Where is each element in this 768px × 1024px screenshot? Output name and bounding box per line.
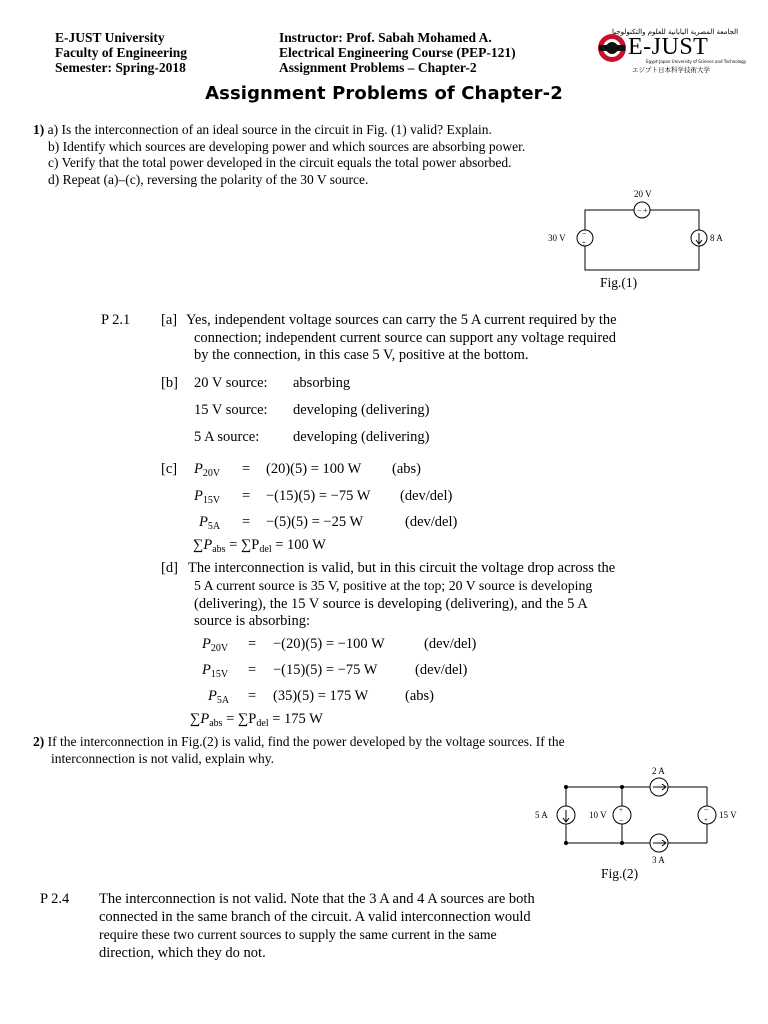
p24-label: P 2.4 xyxy=(40,891,70,907)
fig1-left-plus-icon: + xyxy=(582,239,586,247)
p21-d-tag: [d] xyxy=(161,560,178,576)
p21-c-note-1: (abs) xyxy=(392,461,421,477)
instructor: Instructor: Prof. Sabah Mohamed A. xyxy=(279,30,492,45)
p21-b-tag: [b] xyxy=(161,375,178,391)
question-1a: a) Is the interconnection of an ideal source in the circuit in Fig. (1) valid? Explain. xyxy=(47,122,492,137)
p21-d-expr-1: −(20)(5) = −100 W xyxy=(273,636,385,652)
p21-a-line-3: by the connection, in this case 5 V, positive at the bottom. xyxy=(194,347,529,363)
question-2 xyxy=(33,734,565,767)
p21-c-eq-3: = xyxy=(242,514,251,530)
figure-1-circuit xyxy=(540,185,740,275)
fig2-mid-minus-icon: − xyxy=(619,816,624,825)
p21-label: P 2.1 xyxy=(101,312,131,328)
p21-d-line-4: source is absorbing: xyxy=(194,613,310,629)
fig1-left-minus-icon: − xyxy=(582,229,587,238)
fig1-right-label: 8 A xyxy=(710,233,723,243)
fig2-right-plus-icon: + xyxy=(704,816,708,824)
ejust-logo xyxy=(594,28,747,78)
figure-2-circuit xyxy=(533,765,743,865)
p21-c-expr-1: (20)(5) = 100 W xyxy=(266,461,362,477)
course: Electrical Engineering Course (PEP-121) xyxy=(279,45,516,60)
fig1-left-label: 30 V xyxy=(548,233,566,243)
p21-d-expr-2: −(15)(5) = −75 W xyxy=(273,662,378,678)
p21-b-src-3: 5 A source: xyxy=(194,429,260,445)
fig1-top-label: 20 V xyxy=(634,189,652,199)
p21-c-row-2: $P_{15V}$ xyxy=(194,488,221,506)
p21-d-line-1: The interconnection is valid, but in this circuit the voltage drop across the xyxy=(188,560,616,576)
figure-2 xyxy=(533,765,743,885)
p21-d-line-2: 5 A current source is 35 V, positive at the top; 20 V source is developing xyxy=(194,578,593,593)
fig2-left-label: 5 A xyxy=(535,810,548,820)
p21-c-eq-1: = xyxy=(242,461,251,477)
question-2-line-2: interconnection is not valid, explain why. xyxy=(51,750,274,766)
fig1-plus-icon: + xyxy=(643,206,648,215)
figure-2-caption: Fig.(2) xyxy=(601,866,639,881)
fig2-top-label: 2 A xyxy=(652,766,665,776)
p21-d-row-3: $P_{5A}$ xyxy=(208,688,230,706)
figure-1 xyxy=(540,185,740,295)
p21-b-state-1: absorbing xyxy=(293,375,351,391)
fig2-mid-label: 10 V xyxy=(589,810,607,820)
question-2-number: 2) xyxy=(33,734,45,749)
fig2-right-minus-icon: − xyxy=(704,805,709,814)
p21-c-sum: $\sum P_{abs} = \sum P_{del} = 100$ W xyxy=(193,537,326,555)
p21-d-row-1: $P_{20V}$ xyxy=(202,636,229,654)
logo-arabic: الجامعة المصرية اليابانية للعلوم والتكنولوجيا xyxy=(612,28,739,36)
p21-d-row-2: $P_{15V}$ xyxy=(202,662,229,680)
p21-b-src-1: 20 V source: xyxy=(194,375,268,391)
p21-d-note-2: (dev/del) xyxy=(415,662,468,678)
semester: Semester: Spring-2018 xyxy=(55,60,186,75)
p21-d-line-3: (delivering), the 15 V source is developing (delivering), and the 5 A xyxy=(194,596,588,612)
p21-d-note-3: (abs) xyxy=(405,688,434,704)
p21-c-eq-2: = xyxy=(242,488,251,504)
p21-b-src-2: 15 V source: xyxy=(194,402,268,418)
p21-c-tag: [c] xyxy=(161,461,178,477)
fig2-mid-plus-icon: + xyxy=(619,806,623,814)
page-title: Assignment Problems of Chapter-2 xyxy=(205,83,563,104)
p21-c-expr-3: −(5)(5) = −25 W xyxy=(266,514,364,530)
question-1-number: 1) xyxy=(33,122,45,137)
p21-d-sum: $\sum P_{abs} = \sum P_{del} = 175$ W xyxy=(190,711,323,729)
p21-c-row-3: $P_{5A}$ xyxy=(199,514,221,532)
fig1-minus-icon: − xyxy=(637,206,642,215)
assignment-subtitle: Assignment Problems – Chapter-2 xyxy=(279,60,477,75)
header-middle xyxy=(279,30,516,75)
p21-c-note-2: (dev/del) xyxy=(400,488,453,504)
p21-d-eq-2: = xyxy=(248,662,257,678)
question-2-line-1: If the interconnection in Fig.(2) is valid, find the power developed by the voltage sources. If the xyxy=(47,734,565,749)
question-1 xyxy=(33,122,525,188)
p24-line-3: require these two current sources to supply the same current in the same xyxy=(99,927,497,942)
logo-subtitle: Egypt-Japan University of Science and Technology xyxy=(646,59,747,64)
faculty-name: Faculty of Engineering xyxy=(55,45,187,60)
p21-a-tag: [a] xyxy=(161,312,178,328)
question-1d: d) Repeat (a)–(c), reversing the polarity of the 30 V source. xyxy=(48,171,369,187)
p21-a-line-1: Yes, independent voltage sources can carry the 5 A current required by the xyxy=(186,312,617,328)
p21-c-row-1: $P_{20V}$ xyxy=(194,461,221,479)
p21-c-expr-2: −(15)(5) = −75 W xyxy=(266,488,371,504)
p21-d-eq-3: = xyxy=(248,688,257,704)
question-1c: c) Verify that the total power developed in the circuit equals the total power absorbed. xyxy=(48,155,512,170)
p21-a-line-2: connection; independent current source can support any voltage required xyxy=(194,330,616,346)
p21-d-note-1: (dev/del) xyxy=(424,636,477,652)
fig2-right-label: 15 V xyxy=(719,810,737,820)
fig2-bottom-label: 3 A xyxy=(652,855,665,865)
p21-d-expr-3: (35)(5) = 175 W xyxy=(273,688,369,704)
p21-b-state-3: developing (delivering) xyxy=(293,429,430,445)
logo-japanese: エジプト日本科学技術大学 xyxy=(632,66,710,74)
p21-c-note-3: (dev/del) xyxy=(405,514,458,530)
figure-1-caption: Fig.(1) xyxy=(600,275,638,290)
p21-b-state-2: developing (delivering) xyxy=(293,402,430,418)
p21-d-eq-1: = xyxy=(248,636,257,652)
p24-line-1: The interconnection is not valid. Note that the 3 A and 4 A sources are both xyxy=(99,891,535,907)
logo-text: E-JUST xyxy=(628,34,709,60)
header-left xyxy=(55,30,187,75)
university-name: E-JUST University xyxy=(55,30,165,45)
p24-line-2: connected in the same branch of the circuit. A valid interconnection would xyxy=(99,909,531,925)
question-1b: b) Identify which sources are developing power and which sources are absorbing power. xyxy=(48,138,526,154)
p24-line-4: direction, which they do not. xyxy=(99,945,266,961)
